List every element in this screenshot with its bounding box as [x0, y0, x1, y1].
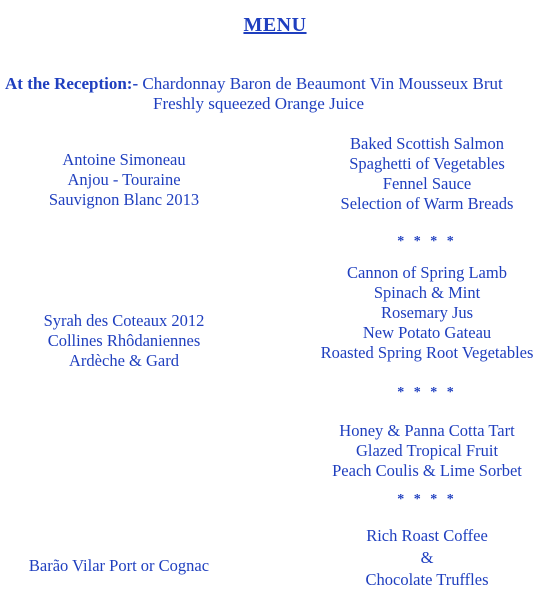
wine-line: Sauvignon Blanc 2013 [48, 190, 200, 209]
course-main [308, 263, 546, 363]
course-line: Rosemary Jus [380, 303, 474, 322]
wine-line: Collines Rhôdaniennes [47, 331, 201, 350]
wine-line: Barão Vilar Port or Cognac [28, 556, 210, 575]
course-line: & [420, 548, 434, 567]
course-line: Honey & Panna Cotta Tart [339, 421, 515, 440]
course-line: Peach Coulis & Lime Sorbet [332, 461, 522, 480]
course-line: Chocolate Truffles [365, 570, 489, 589]
wine-line: Syrah des Coteaux 2012 [43, 311, 205, 330]
reception-drink-2: Freshly squeezed Orange Juice [153, 94, 365, 113]
wine-line: Ardèche & Gard [69, 351, 179, 370]
menu-title: MENU [243, 14, 307, 36]
course-line: Selection of Warm Breads [340, 194, 514, 213]
course-coffee [312, 525, 542, 591]
course-line: Spaghetti of Vegetables [349, 154, 505, 173]
reception-section [5, 74, 503, 114]
course-dessert [312, 421, 542, 481]
course-line: New Potato Gateau [362, 323, 492, 342]
course-line: Glazed Tropical Fruit [355, 441, 499, 460]
wine-block-2 [24, 311, 224, 371]
wine-line: Antoine Simoneau [62, 150, 186, 169]
separator-1: * * * * [397, 234, 457, 249]
separator-3: * * * * [397, 492, 457, 507]
wine-block-1 [34, 150, 214, 210]
wine-block-3 [14, 556, 224, 576]
reception-drink-1: Chardonnay Baron de Beaumont Vin Mousseux Brut [142, 74, 503, 93]
course-starter [312, 134, 542, 214]
course-line: Spinach & Mint [373, 283, 481, 302]
course-line: Fennel Sauce [382, 174, 472, 193]
course-line: Baked Scottish Salmon [350, 134, 504, 153]
course-line: Cannon of Spring Lamb [347, 263, 507, 282]
separator-2: * * * * [397, 385, 457, 400]
wine-line: Anjou - Touraine [67, 170, 181, 189]
course-line: Roasted Spring Root Vegetables [320, 343, 534, 362]
reception-label: At the Reception:- [5, 74, 139, 93]
course-line: Rich Roast Coffee [366, 526, 488, 545]
